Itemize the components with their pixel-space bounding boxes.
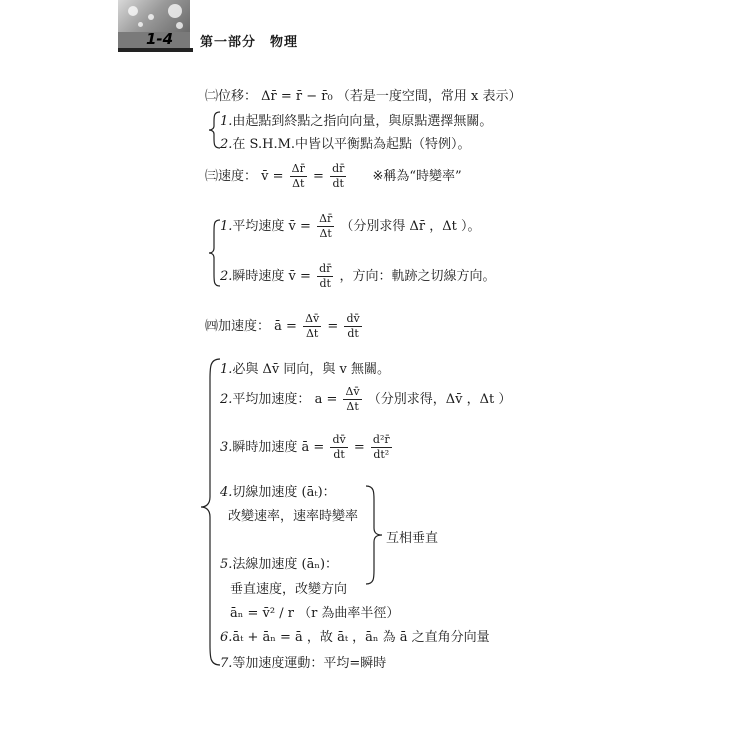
acceleration-item-6: 6.āₜ + āₙ = ā ，故 āₜ ，āₙ 為 ā 之直角分向量 [220, 630, 490, 645]
acceleration-brace [200, 357, 222, 667]
displacement-item-2: 2.在 S.H.M.中皆以平衡點為起點（特例）。 [220, 137, 471, 152]
velocity-fraction-derivative: $\frac{dr̄}{dt}$ [332, 162, 345, 190]
acceleration-item-2: 2.平均加速度： a = $\frac{\Delta v̄}{\Delta t}$ （分別求得，Δv̄ ，Δt ） [220, 385, 512, 413]
acceleration-heading: ㈣加速度： ā = $\frac{\Delta v̄}{\Delta t}$ = $\frac{dv̄}{dt}$ [205, 312, 360, 340]
acceleration-item-1: 1.必與 Δv̄ 同向，與 v 無關。 [220, 362, 391, 377]
displacement-note: （若是一度空間，常用 x 表示） [336, 89, 522, 104]
acceleration-item-3: 3.瞬時加速度 ā = $\frac{dv̄}{dt}$ = $\frac{\text{d²r̄}}{\text{dt²}}$ [220, 433, 390, 461]
header-rule [118, 48, 193, 52]
velocity-fraction-delta: $\frac{\Delta r̄}{\Delta t}$ [291, 162, 305, 190]
displacement-formula: Δr̄ = r̄ − r̄₀ [261, 89, 333, 104]
acceleration-item-4: 4.切線加速度 (āₜ)： [220, 485, 336, 500]
normal-acceleration-formula: āₙ = v̄² / r （r 為曲率半徑） [230, 606, 400, 621]
tangential-description: 改變速率，速率時變率 [228, 509, 359, 524]
displacement-item-1: 1.由起點到終點之指向向量，與原點選擇無關。 [220, 114, 493, 129]
velocity-item-2: 2.瞬時速度 v̄ = $\frac{dr̄}{dt}$ ，方向：軌跡之切線方向。 [220, 262, 496, 290]
acceleration-item-5: 5.法線加速度 (āₙ)： [220, 557, 339, 572]
page-number: 1-4 [146, 30, 174, 48]
velocity-item-1: 1.平均速度 v̄ = $\frac{\Delta r̄}{\Delta t}$ （分別求得 Δr̄ ，Δt ）。 [220, 212, 481, 240]
velocity-note: ※稱為“時變率” [372, 169, 462, 184]
displacement-heading [205, 85, 521, 104]
perpendicular-brace [364, 484, 384, 586]
acceleration-item-7: 7.等加速度運動：平均=瞬時 [220, 656, 387, 671]
velocity-heading: ㈢速度： v̄ = $\frac{\Delta r̄}{\Delta t}$ = $\frac{dr̄}{dt}$ ※稱為“時變率” [205, 162, 462, 190]
velocity-label: ㈢速度： [205, 169, 258, 184]
part-title: 第一部分 物理 [200, 35, 299, 50]
perpendicular-note: 互相垂直 [386, 531, 439, 546]
acceleration-label: ㈣加速度： [205, 319, 271, 334]
normal-description: 垂直速度，改變方向 [230, 582, 348, 597]
displacement-label: ㈡位移： [205, 89, 258, 104]
